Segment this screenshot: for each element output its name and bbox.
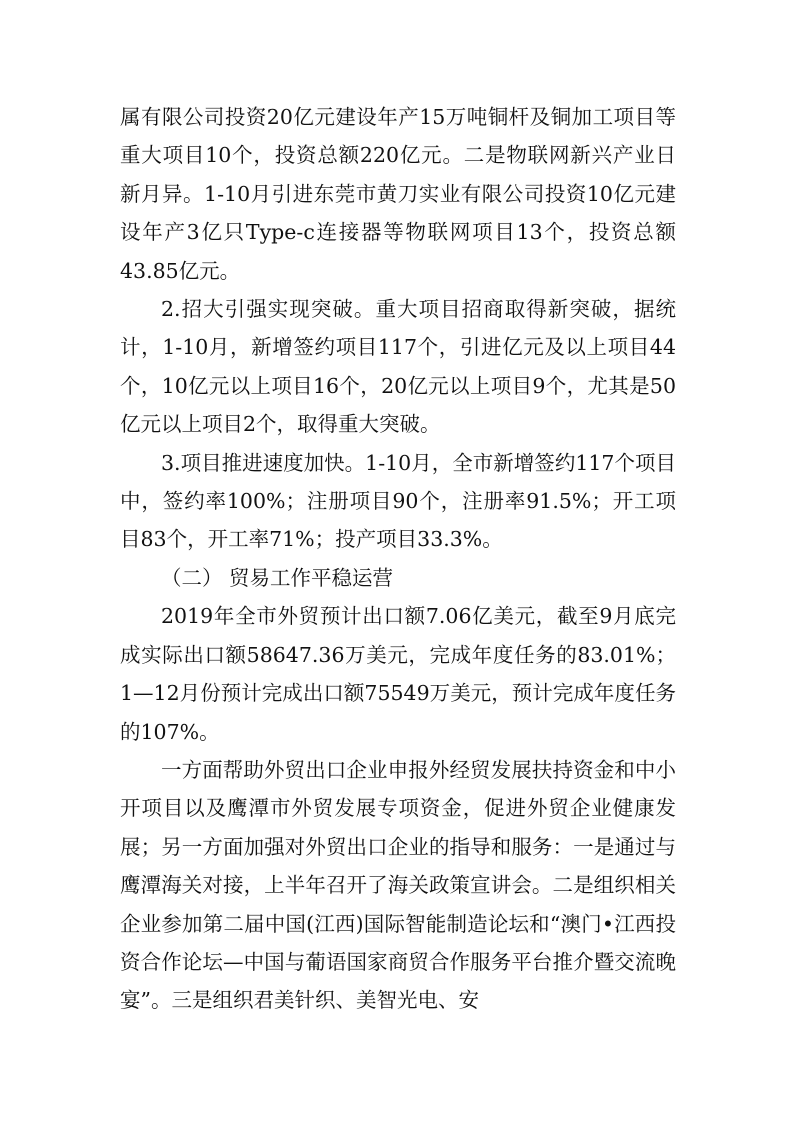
- paragraph-item-3: 3.项目推进速度加快。1-10月，全市新增签约117个项目中，签约率100%；注册项目90个，注册率91.5%；开工项目83个，开工率71%；投产项目33.3%。: [120, 450, 676, 552]
- section-heading: （二） 贸易工作平稳运营: [161, 565, 394, 590]
- document-body: [120, 98, 676, 1020]
- paragraph-trade-summary: 2019年全市外贸预计出口额7.06亿美元，截至9月底完成实际出口额58647.36万美元，完成年度任务的83.01%；1—12月份预计完成出口额75549万美元，预计完成年度任务的107%。: [120, 604, 676, 744]
- paragraph-item-2: 2.招大引强实现突破。重大项目招商取得新突破，据统计，1-10月，新增签约项目117个，引进亿元及以上项目44个，10亿元以上项目16个，20亿元以上项目9个，尤其是50亿元以上项目2个，取得重大突破。: [120, 297, 676, 437]
- paragraph-trade-measures: 一方面帮助外贸出口企业申报外经贸发展扶持资金和中小开项目以及鹰潭市外贸发展专项资金，促进外贸企业健康发展；另一方面加强对外贸出口企业的指导和服务：一是通过与鹰潭海关对接，上半年召开了海关政策宣讲会。二是组织相关企业参加第二届中国(江西)国际智能制造论坛和“澳门•江西投资合作论坛—中国与葡语国家商贸合作服务平台推介暨交流晚宴”。三是组织君美针织、美智光电、安: [120, 757, 676, 1013]
- paragraph-continued: 属有限公司投资20亿元建设年产15万吨铜杆及铜加工项目等重大项目10个，投资总额220亿元。二是物联网新兴产业日新月异。1-10月引进东莞市黄刀实业有限公司投资10亿元建设年产3亿只Type-c连接器等物联网项目13个，投资总额43.85亿元。: [120, 105, 676, 283]
